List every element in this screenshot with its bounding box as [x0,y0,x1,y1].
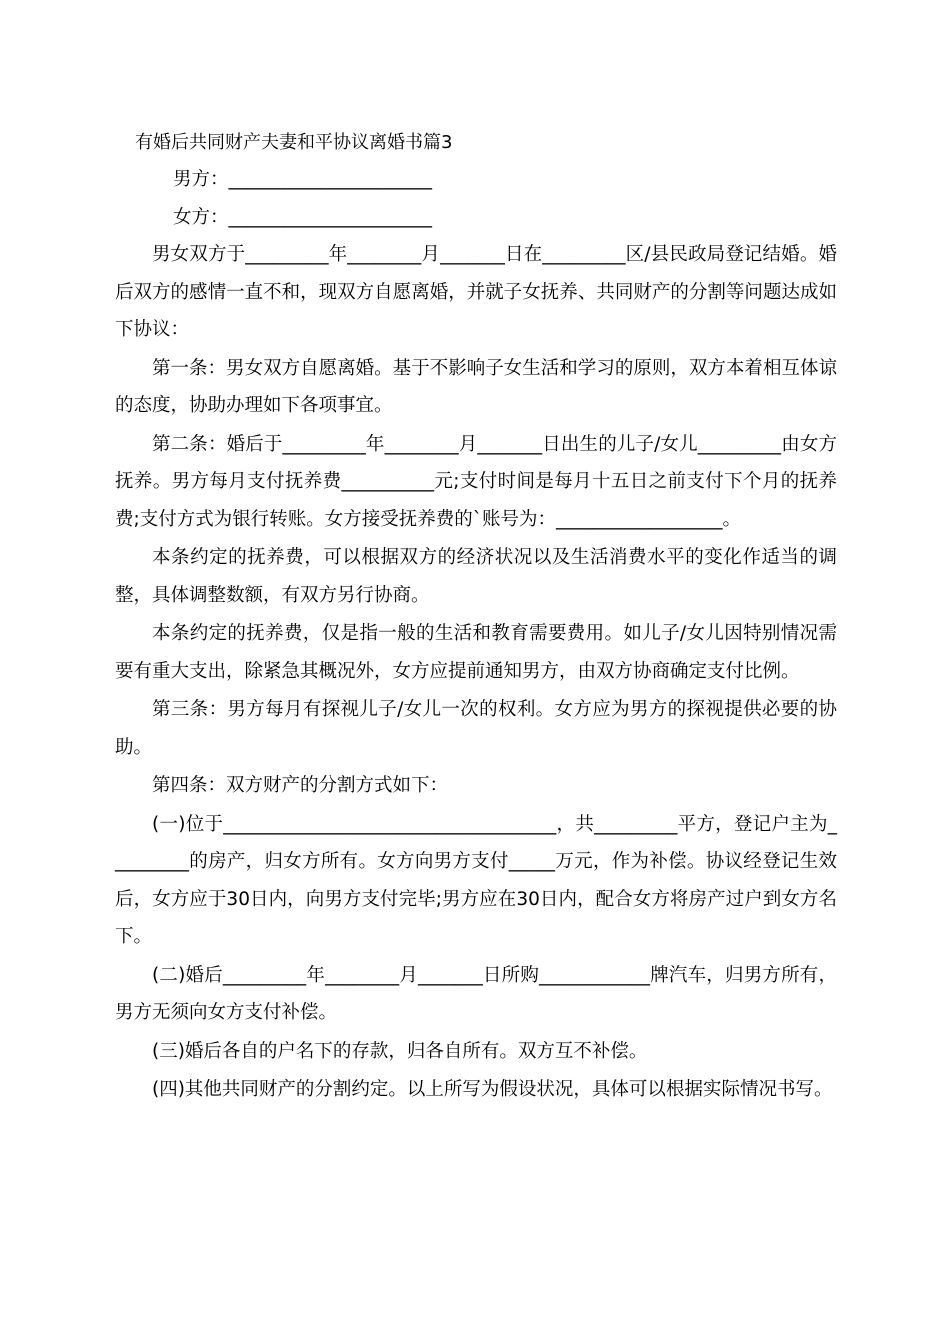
paragraph-support-scope: 本条约定的抚养费，仅是指一般的生活和教育需要费用。如儿子/女儿因特别情况需要有重大支出，除紧急其概况外，女方应提前通知男方，由双方协商确定支付比例。 [115,623,837,682]
paragraph-article-4: 第四条：双方财产的分割方式如下： [152,775,449,796]
paragraph-article-3: 第三条：男方每月有探视儿子/女儿一次的权利。女方应为男方的探视提供必要的协助。 [115,699,837,758]
paragraph-article-1: 第一条：男女双方自愿离婚。基于不影响子女生活和学习的原则，双方本着相互体谅的态度，协助办理如下各项事宜。 [115,357,837,416]
paragraph-intro: 男女双方于_________年________月_______日在_________区/县民政局登记结婚。婚后双方的感情一直不和，现双方自愿离婚，并就子女抚养、共同财产的分割等问题达成如下协议： [115,244,837,340]
paragraph-property-1: (一)位于____________________________________，共_________平方，登记户主为_________的房产，归女方所有。女方向男方支付_____万元，作为补偿。协议经登记生效后，女方应于30日内，向男方支付完毕;男方应在30日内，配合女方将房产过户到女方名下。 [115,813,837,947]
paragraph-article-2: 第二条：婚后于_________年________月_______日出生的儿子/女儿_________由女方抚养。男方每月支付抚养费__________元;支付时间是每月十五日之前支付下个月的抚养费;支付方式为银行转账。女方接受抚养费的`账号为：__________________。 [115,433,837,530]
female-party-line: 女方：______________________ [173,207,433,228]
paragraph-property-3: (三)婚后各自的户名下的存款，归各自所有。双方互不补偿。 [152,1040,648,1062]
paragraph-property-4: (四)其他共同财产的分割约定。以上所写为假设状况，具体可以根据实际情况书写。 [152,1079,833,1100]
document-title: 有婚后共同财产夫妻和平协议离婚书篇3 [135,132,453,153]
paragraph-property-2: (二)婚后_________年________月_______日所购____________牌汽车，归男方所有，男方无须向女方支付补偿。 [115,964,837,1023]
agreement-body [115,236,837,1110]
male-party-line: 男方：______________________ [173,169,433,190]
paragraph-support-adjustment: 本条约定的抚养费，可以根据双方的经济状况以及生活消费水平的变化作适当的调整，具体调整数额，有双方另行协商。 [115,547,837,606]
